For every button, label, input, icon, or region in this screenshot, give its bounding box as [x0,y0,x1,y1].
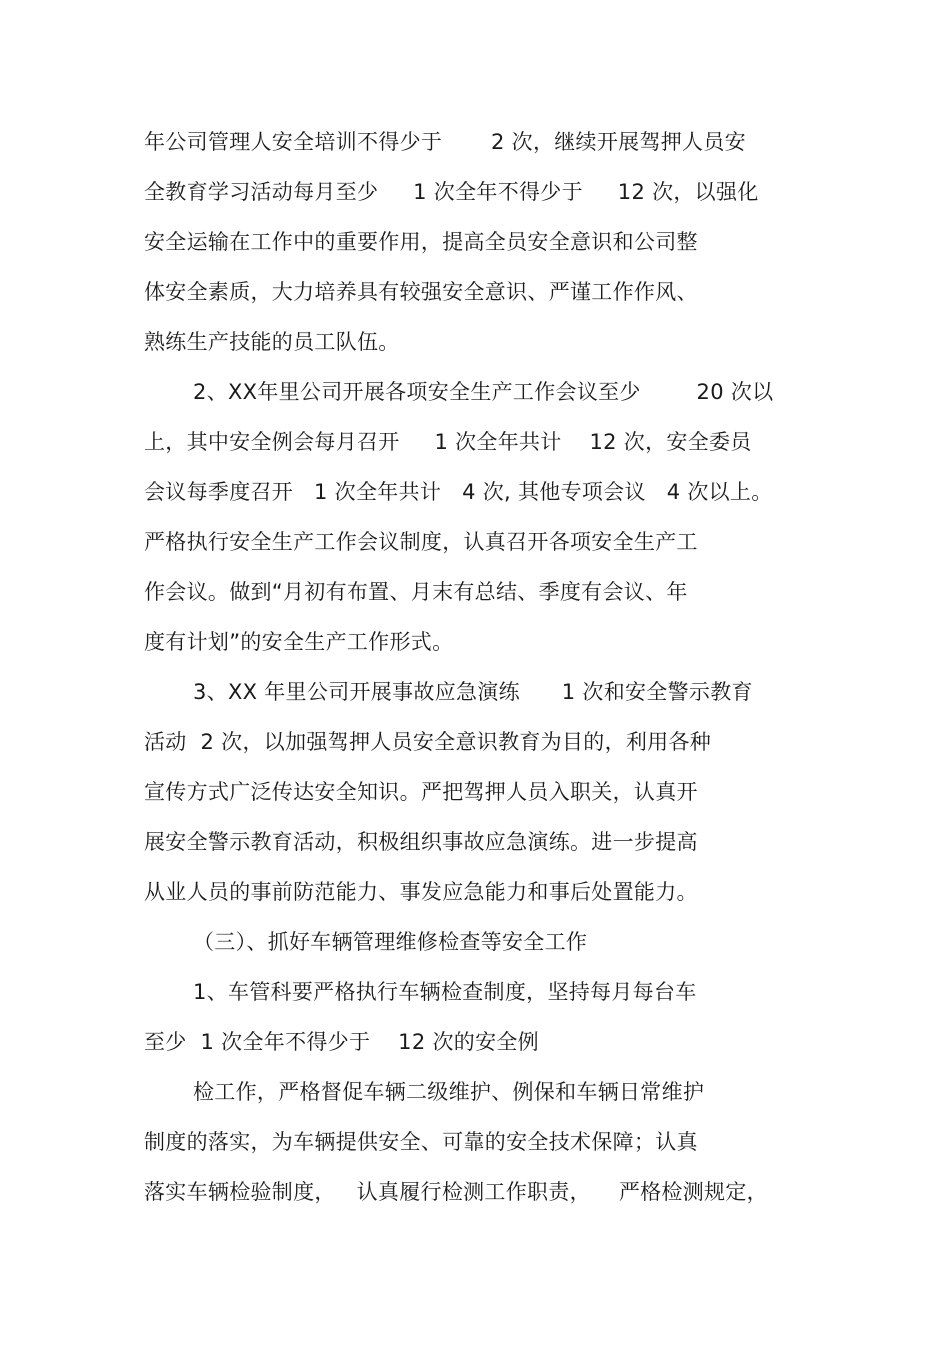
text-line: 2、XX年里公司开展各项安全生产工作会议至少 20 次以 [193,380,774,404]
text-line: 体安全素质，大力培养具有较强安全意识、严谨工作作风、 [144,280,698,304]
text-line: 熟练生产技能的员工队伍。 [144,330,400,354]
text-line: 落实车辆检验制度， 认真履行检测工作职责， 严格检测规定， [144,1180,768,1204]
text-line: 1、车管科要严格执行车辆检查制度，坚持每月每台车 [193,980,697,1004]
text-line: 上，其中安全例会每月召开 1 次全年共计 12 次，安全委员 [144,430,752,454]
section-heading: （三）、抓好车辆管理维修检查等安全工作 [193,930,588,954]
text-line: 展安全警示教育活动，积极组织事故应急演练。进一步提高 [144,830,698,854]
text-line: 宣传方式广泛传达安全知识。严把驾押人员入职关，认真开 [144,780,698,804]
text-line: 检工作，严格督促车辆二级维护、例保和车辆日常维护 [193,1080,705,1104]
text-line: 会议每季度召开 1 次全年共计 4 次, 其他专项会议 4 次以上。 [144,480,773,504]
text-line: 年公司管理人安全培训不得少于 2 次，继续开展驾押人员安 [144,130,746,154]
text-line: 严格执行安全生产工作会议制度，认真召开各项安全生产工 [144,530,698,554]
text-line: 3、XX 年里公司开展事故应急演练 1 次和安全警示教育 [193,680,753,704]
text-line: 全教育学习活动每月至少 1 次全年不得少于 12 次，以强化 [144,180,759,204]
text-line: 度有计划”的安全生产工作形式。 [144,630,454,654]
text-line: 至少 1 次全年不得少于 12 次的安全例 [144,1030,539,1054]
text-line: 制度的落实，为车辆提供安全、可靠的安全技术保障；认真 [144,1130,698,1154]
text-line: 安全运输在工作中的重要作用，提高全员安全意识和公司整 [144,230,698,254]
text-line: 从业人员的事前防范能力、事发应急能力和事后处置能力。 [144,880,698,904]
text-line: 作会议。做到“月初有布置、月末有总结、季度有会议、年 [144,580,688,604]
text-line: 活动 2 次，以加强驾押人员安全意识教育为目的，利用各种 [144,730,712,754]
